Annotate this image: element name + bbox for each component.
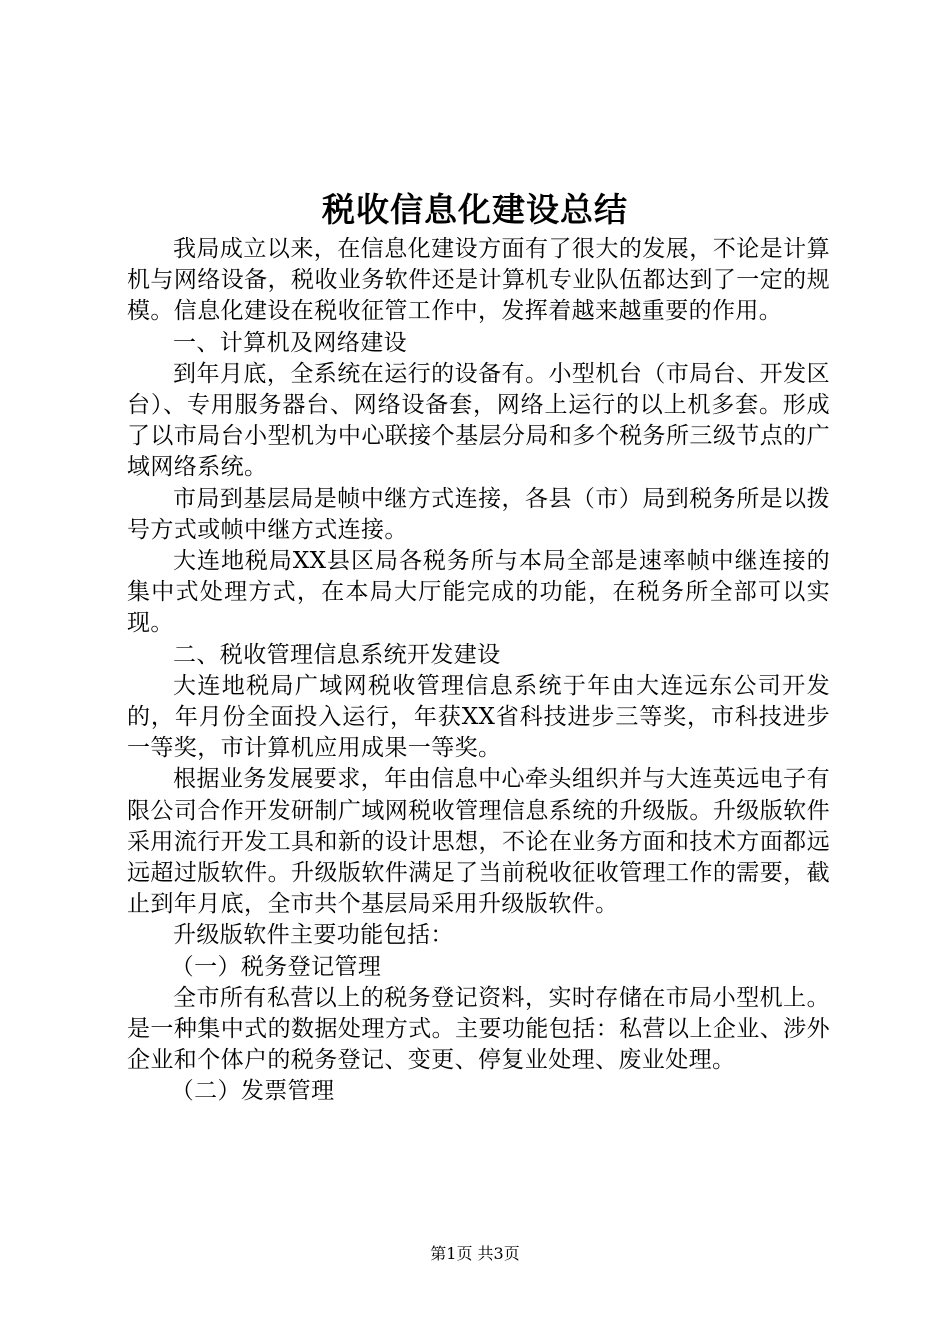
page-number-footer: 第1页 共3页 [430, 1244, 520, 1263]
document-body [127, 234, 830, 1108]
paragraph-upgrade: 根据业务发展要求，年由信息中心牵头组织并与大连英远电子有限公司合作开发研制广域网税收管理信息系统的升级版。升级版软件采用流行开发工具和新的设计思想，不论在业务方面和技术方面都远远超过版软件。升级版软件满足了当前税收征收管理工作的需要，截止到年月底，全市共个基层局采用升级版软件。 [127, 766, 830, 918]
paragraph-registration: 全市所有私营以上的税务登记资料，实时存储在市局小型机上。是一种集中式的数据处理方式。主要功能包括：私营以上企业、涉外企业和个体户的税务登记、变更、停复业处理、废业处理。 [127, 984, 830, 1074]
paragraph-equipment: 到年月底，全系统在运行的设备有。小型机台（市局台、开发区台）、专用服务器台、网络设备套，网络上运行的以上机多套。形成了以市局台小型机为中心联接个基层分局和多个税务所三级节点的广域网络系统。 [127, 360, 830, 481]
section-heading-1: 一、计算机及网络建设 [173, 329, 407, 356]
paragraph-intro: 我局成立以来，在信息化建设方面有了很大的发展，不论是计算机与网络设备，税收业务软件还是计算机专业队伍都达到了一定的规模。信息化建设在税收征管工作中，发挥着越来越重要的作用。 [127, 236, 830, 325]
paragraph-system-development: 大连地税局广域网税收管理信息系统于年由大连远东公司开发的，年月份全面投入运行，年获XX省科技进步三等奖，市科技进步一等奖，市计算机应用成果一等奖。 [127, 672, 830, 762]
subsection-heading-1: （一）税务登记管理 [170, 953, 382, 980]
paragraph-connection: 市局到基层局是帧中继方式连接，各县（市）局到税务所是以拨号方式或帧中继方式连接。 [127, 485, 830, 543]
subsection-heading-2: （二）发票管理 [170, 1078, 335, 1105]
section-heading-2: 二、税收管理信息系统开发建设 [173, 641, 501, 668]
paragraph-main-functions: 升级版软件主要功能包括： [173, 922, 454, 949]
paragraph-dalian-local-tax: 大连地税局XX县区局各税务所与本局全部是速率帧中继连接的集中式处理方式，在本局大厅能完成的功能，在税务所全部可以实现。 [127, 548, 830, 637]
document-title: 税收信息化建设总结 [322, 190, 628, 229]
